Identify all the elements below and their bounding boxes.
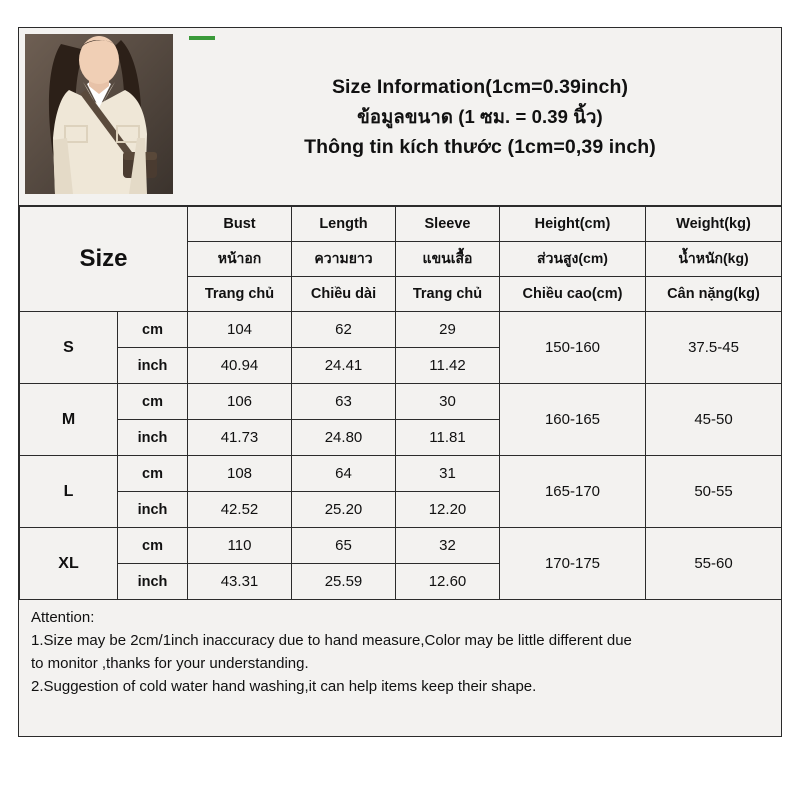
row-size-m: M: [20, 384, 118, 456]
m-weight: 45-50: [646, 384, 782, 456]
l-sleeve-cm: 31: [396, 456, 500, 492]
header-height-vi: Chiều cao(cm): [500, 277, 646, 312]
xl-length-cm: 65: [292, 528, 396, 564]
title-line-vi: Thông tin kích thước (1cm=0,39 inch): [304, 136, 656, 158]
xl-sleeve-inch: 12.60: [396, 564, 500, 600]
m-sleeve-cm: 30: [396, 384, 500, 420]
s-length-inch: 24.41: [292, 348, 396, 384]
title-line-en: Size Information(1cm=0.39inch): [331, 76, 629, 98]
unit-inch: inch: [118, 348, 188, 384]
xl-sleeve-cm: 32: [396, 528, 500, 564]
header-weight-th: น้ำหนัก(kg): [646, 242, 782, 277]
header-sleeve-vi: Trang chủ: [396, 277, 500, 312]
attention-line-3: 2.Suggestion of cold water hand washing,it can help items keep their shape.: [31, 678, 537, 695]
header-bust-th: หน้าอก: [188, 242, 292, 277]
unit-inch: inch: [118, 564, 188, 600]
header-weight-en: Weight(kg): [646, 207, 782, 242]
row-size-xl: XL: [20, 528, 118, 600]
attention-line-1: 1.Size may be 2cm/1inch inaccuracy due to hand measure,Color may be little different due: [31, 632, 632, 649]
s-weight: 37.5-45: [646, 312, 782, 384]
header-bust-vi: Trang chủ: [188, 277, 292, 312]
table-header-row-en: [20, 207, 782, 242]
m-height: 160-165: [500, 384, 646, 456]
header: [19, 28, 781, 206]
header-sleeve-th: แขนเสื้อ: [396, 242, 500, 277]
unit-cm: cm: [118, 528, 188, 564]
header-bust-en: Bust: [188, 207, 292, 242]
xl-height: 170-175: [500, 528, 646, 600]
unit-cm: cm: [118, 384, 188, 420]
xl-bust-inch: 43.31: [188, 564, 292, 600]
unit-inch: inch: [118, 492, 188, 528]
header-length-th: ความยาว: [292, 242, 396, 277]
product-photo: [25, 34, 173, 194]
s-sleeve-cm: 29: [396, 312, 500, 348]
s-bust-inch: 40.94: [188, 348, 292, 384]
s-sleeve-inch: 11.42: [396, 348, 500, 384]
l-length-cm: 64: [292, 456, 396, 492]
m-bust-cm: 106: [188, 384, 292, 420]
title-block: [189, 28, 771, 206]
size-header-label: Size: [79, 245, 128, 272]
l-bust-cm: 108: [188, 456, 292, 492]
attention-line-2: to monitor ,thanks for your understanding.: [31, 655, 309, 672]
attention-title: Attention:: [31, 609, 95, 626]
unit-inch: inch: [118, 420, 188, 456]
xl-weight: 55-60: [646, 528, 782, 600]
header-height-en: Height(cm): [500, 207, 646, 242]
header-length-vi: Chiều dài: [292, 277, 396, 312]
s-bust-cm: 104: [188, 312, 292, 348]
header-height-th: ส่วนสูง(cm): [500, 242, 646, 277]
header-weight-vi: Cân nặng(kg): [646, 277, 782, 312]
m-sleeve-inch: 11.81: [396, 420, 500, 456]
s-height: 150-160: [500, 312, 646, 384]
table-row: [20, 312, 782, 348]
m-bust-inch: 41.73: [188, 420, 292, 456]
row-size-s: S: [20, 312, 118, 384]
title-line-th: ข้อมูลขนาด (1 ซม. = 0.39 นิ้ว): [357, 106, 603, 127]
l-length-inch: 25.20: [292, 492, 396, 528]
header-sleeve-en: Sleeve: [396, 207, 500, 242]
attention-block: [19, 600, 781, 706]
size-chart-card: [18, 27, 782, 737]
size-table: [19, 206, 782, 600]
l-height: 165-170: [500, 456, 646, 528]
unit-cm: cm: [118, 312, 188, 348]
row-size-l: L: [20, 456, 118, 528]
table-row: [20, 456, 782, 492]
xl-length-inch: 25.59: [292, 564, 396, 600]
table-row: [20, 384, 782, 420]
m-length-cm: 63: [292, 384, 396, 420]
s-length-cm: 62: [292, 312, 396, 348]
unit-cm: cm: [118, 456, 188, 492]
table-row: [20, 528, 782, 564]
model-photo-illustration: [25, 34, 173, 194]
m-length-inch: 24.80: [292, 420, 396, 456]
xl-bust-cm: 110: [188, 528, 292, 564]
size-header-cell: [20, 207, 188, 312]
l-sleeve-inch: 12.20: [396, 492, 500, 528]
l-weight: 50-55: [646, 456, 782, 528]
l-bust-inch: 42.52: [188, 492, 292, 528]
header-length-en: Length: [292, 207, 396, 242]
